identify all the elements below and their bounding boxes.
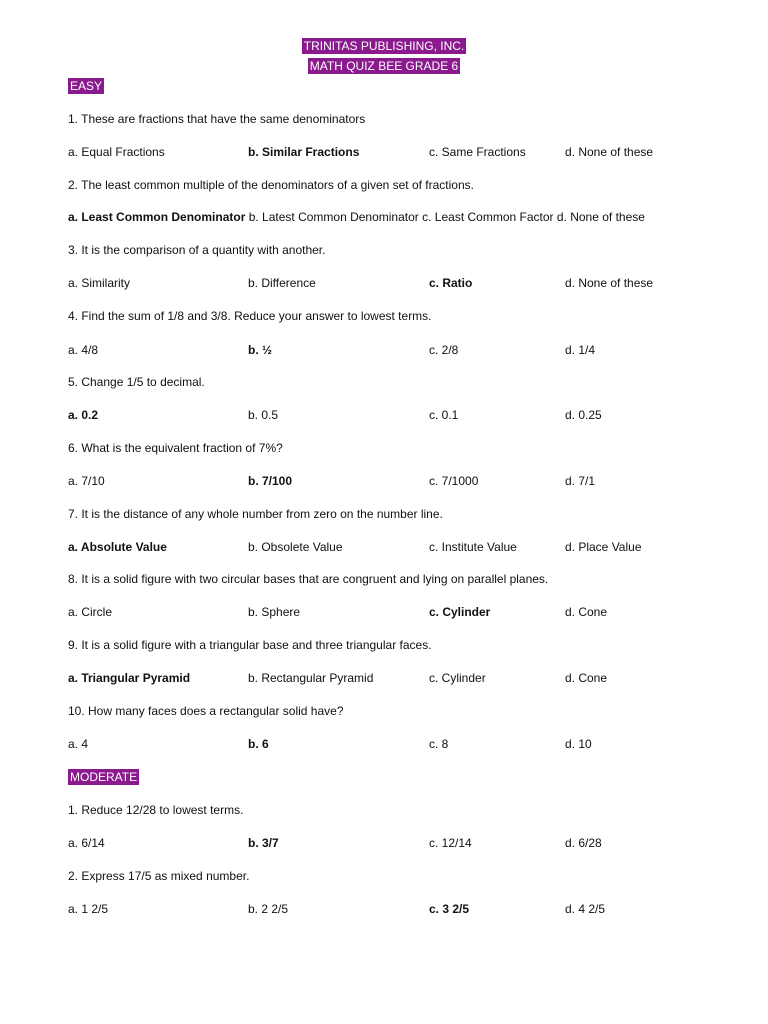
publisher-header [0,39,768,53]
option-d: d. None of these [565,145,654,159]
question: 1. These are fractions that have the same denominators [68,112,366,126]
question: 3. It is the comparison of a quantity with another. [68,243,326,257]
option-d: d. Place Value [565,540,642,554]
option-b: b. Obsolete Value [248,540,343,554]
option-c: c. Institute Value [429,540,517,554]
option-d: d. None of these [565,276,654,290]
question: 1. Reduce 12/28 to lowest terms. [68,803,244,817]
option-c: c. 3 2/5 [429,902,470,916]
option-b: b. Latest Common Denominator [248,210,419,224]
option-a: a. 7/10 [68,474,105,488]
option-b: b. Sphere [248,605,301,619]
question: 7. It is the distance of any whole number from zero on the number line. [68,507,443,521]
option-b: b. ½ [248,343,273,357]
section-moderate [68,770,139,784]
option-d: d. 7/1 [565,474,596,488]
option-b: b. Similar Fractions [248,145,360,159]
option-a: a. 1 2/5 [68,902,109,916]
question: 10. How many faces does a rectangular solid have? [68,704,344,718]
question: 2. Express 17/5 as mixed number. [68,869,250,883]
option-b: b. Rectangular Pyramid [248,671,374,685]
option-d: d. 0.25 [565,408,602,422]
option-c: c. 8 [429,737,449,751]
option-b: b. 7/100 [248,474,293,488]
section-easy-label: EASY [70,79,103,93]
option-c: c. Cylinder [429,671,486,685]
option-c: c. Least Common Factor [422,210,554,224]
option-a: a. 4 [68,737,89,751]
option-b: b. 3/7 [248,836,279,850]
option-a: a. Equal Fractions [68,145,165,159]
section-moderate-label: MODERATE [70,770,138,784]
option-d: d. 1/4 [565,343,596,357]
option-d: d. 4 2/5 [565,902,606,916]
option-a: a. 0.2 [68,408,99,422]
option-d: d. None of these [556,210,645,224]
options-row [68,210,645,224]
option-c: c. 7/1000 [429,474,479,488]
question: 5. Change 1/5 to decimal. [68,375,205,389]
option-c: c. Same Fractions [429,145,526,159]
option-a: a. Circle [68,605,113,619]
option-d: d. Cone [565,671,608,685]
question: 9. It is a solid figure with a triangular base and three triangular faces. [68,638,432,652]
option-d: d. Cone [565,605,608,619]
option-b: b. 2 2/5 [248,902,289,916]
publisher-title: TRINITAS PUBLISHING, INC. [303,39,465,53]
option-b: b. 0.5 [248,408,279,422]
quiz-title: MATH QUIZ BEE GRADE 6 [309,59,459,73]
question: 6. What is the equivalent fraction of 7%? [68,441,283,455]
option-d: d. 6/28 [565,836,602,850]
option-d: d. 10 [565,737,592,751]
option-a: a. 4/8 [68,343,99,357]
section-easy [68,79,104,93]
quiz-title-header [0,59,768,73]
option-c: c. 2/8 [429,343,459,357]
option-b: b. Difference [248,276,316,290]
option-c: c. Cylinder [429,605,491,619]
option-a: a. Least Common Denominator [68,210,246,224]
option-c: c. Ratio [429,276,473,290]
question: 8. It is a solid figure with two circular bases that are congruent and lying on parallel planes. [68,572,549,586]
question: 4. Find the sum of 1/8 and 3/8. Reduce your answer to lowest terms. [68,309,432,323]
option-c: c. 12/14 [429,836,472,850]
option-a: a. 6/14 [68,836,105,850]
option-a: a. Similarity [68,276,131,290]
option-a: a. Triangular Pyramid [68,671,191,685]
option-a: a. Absolute Value [68,540,167,554]
option-c: c. 0.1 [429,408,459,422]
option-b: b. 6 [248,737,269,751]
question: 2. The least common multiple of the denominators of a given set of fractions. [68,178,474,192]
